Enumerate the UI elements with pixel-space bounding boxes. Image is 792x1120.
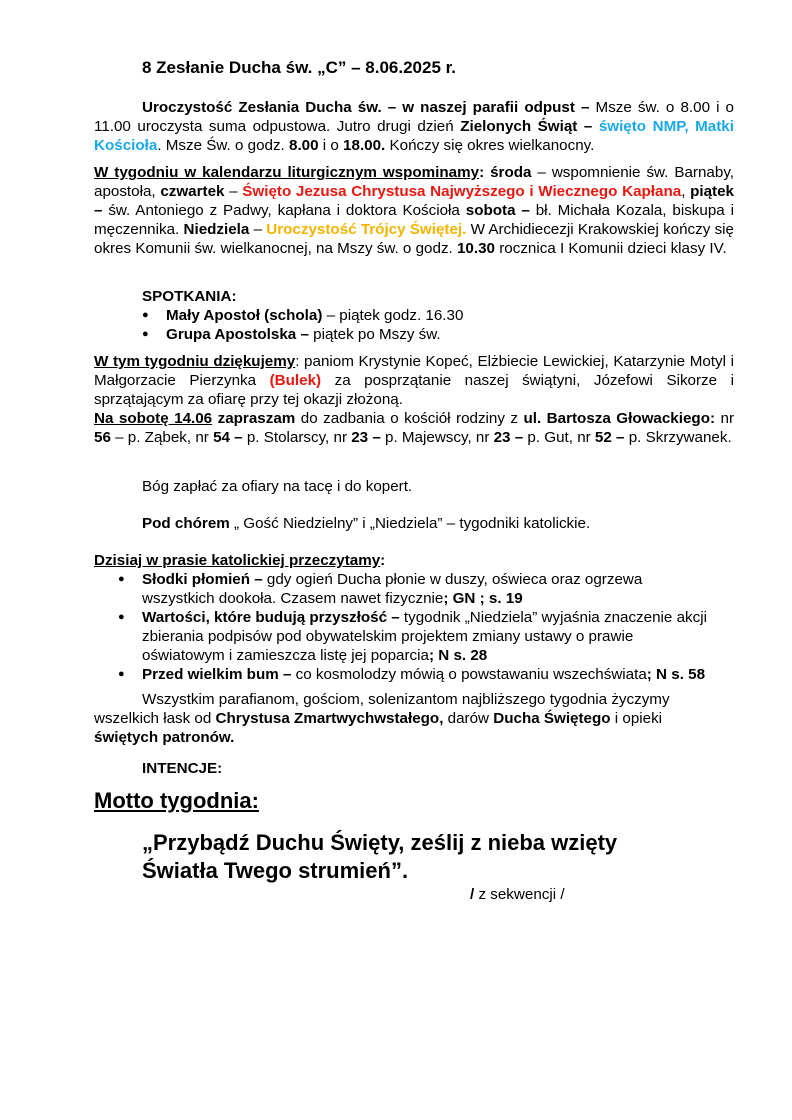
paragraph-kalendarz: W tygodniu w kalendarzu liturgicznym wspominamy: środa – wspomnienie św. Barnaby, apostoła, czwartek – Święto Jezusa Chrystusa Najwyższego i Wiecznego Kapłana, piątek – św. Antoniego z Padwy, kapłana i doktora Kościoła sobota – bł. Michała Kozala, biskupa i męczennika. Niedziela – Uroczystość Trójcy Świętej. W Archidiecezji Krakowskiej kończy się okres Komunii św. wielkanocnej, na Mszy św. o godz. 10.30 rocznica I Komunii dzieci klasy IV.: [94, 164, 735, 257]
paragraph-odpust: Uroczystość Zesłania Ducha św. – w naszej parafii odpust – Msze św. o 8.00 i o 11.00 uroczysta suma odpustowa. Jutro drugi dzień Zielonych Świąt – święto NMP, Matki Kościoła. Msze Św. o godz. 8.00 i o 18.00. Kończy się okres wielkanocny.: [94, 99, 734, 154]
prasa-heading: Dzisiaj w prasie katolickiej przeczytamy:: [94, 552, 386, 569]
spotkania-section: [142, 287, 734, 344]
spotkania-heading: SPOTKANIA:: [142, 288, 237, 305]
list-item: ● Słodki płomień – gdy ogień Ducha płonie w duszy, oświeca oraz ogrzewa wszystkich dookoła. Czasem nawet fizycznie; GN ; s. 19: [118, 571, 643, 607]
paragraph-dziekujemy: W tym tygodniu dziękujemy: paniom Krystynie Kopeć, Elżbiecie Lewickiej, Katarzynie Motyl i Małgorzacie Pierzynka (Bulek) za posprzątanie naszej świątyni, Józefowi Sikorze i sprzątającym za ofiarę przy tej okazji złożoną.: [94, 353, 734, 408]
list-item: ● Przed wielkim bum – co kosmolodzy mówią o powstawaniu wszechświata; N s. 58: [118, 666, 706, 683]
paragraph-pod-chorem: Pod chórem „ Gość Niedzielny” i „Niedziela” – tygodniki katolickie.: [142, 515, 591, 532]
bullet-icon: ●: [142, 328, 149, 340]
bullet-icon: ●: [118, 611, 125, 623]
page-title: 8 Zesłanie Ducha św. „C” – 8.06.2025 r.: [142, 58, 457, 77]
paragraph-sobota: Na sobotę 14.06 zapraszam do zadbania o kościół rodziny z ul. Bartosza Głowackiego: nr 56 – p. Ząbek, nr 54 – p. Stolarscy, nr 23 – p. Majewscy, nr 23 – p. Gut, nr 52 – p. Skrzywanek.: [94, 410, 734, 446]
bullet-icon: ●: [142, 309, 149, 321]
quote-line-1: „Przybądź Duchu Święty, ześlij z nieba wzięty: [142, 830, 618, 855]
motto-quote: [142, 829, 734, 885]
intencje-heading: INTENCJE:: [142, 760, 223, 777]
quote-line-2: Światła Twego strumień”.: [142, 858, 409, 883]
paragraph-zyczenia: Wszystkim parafianom, gościom, solenizantom najbliższego tygodnia życzymy wszelkich łask od Chrystusa Zmartwychwstałego, darów Ducha Świętego i opieki świętych patronów.: [94, 691, 670, 746]
bullet-icon: ●: [118, 573, 125, 585]
list-item: ● Mały Apostoł (schola) – piątek godz. 16.30: [142, 307, 464, 324]
quote-source: / z sekwencji /: [470, 886, 565, 903]
bullet-icon: ●: [118, 668, 125, 680]
list-item: ● Wartości, które budują przyszłość – tygodnik „Niedziela” wyjaśnia znaczenie akcji zbierania podpisów pod obywatelskim projektem zmiany ustawy o prawie oświatowym i zamieszcza listę jej poparcia; N s. 28: [118, 609, 707, 664]
prasa-section: [94, 551, 734, 684]
spotkania-list: [142, 306, 734, 344]
paragraph-bog-zaplac: Bóg zapłać za ofiary na tacę i do kopert.: [142, 478, 413, 495]
motto-heading: Motto tygodnia:: [94, 788, 259, 813]
list-item: ● Grupa Apostolska – piątek po Mszy św.: [142, 326, 441, 343]
prasa-list: [94, 570, 734, 684]
